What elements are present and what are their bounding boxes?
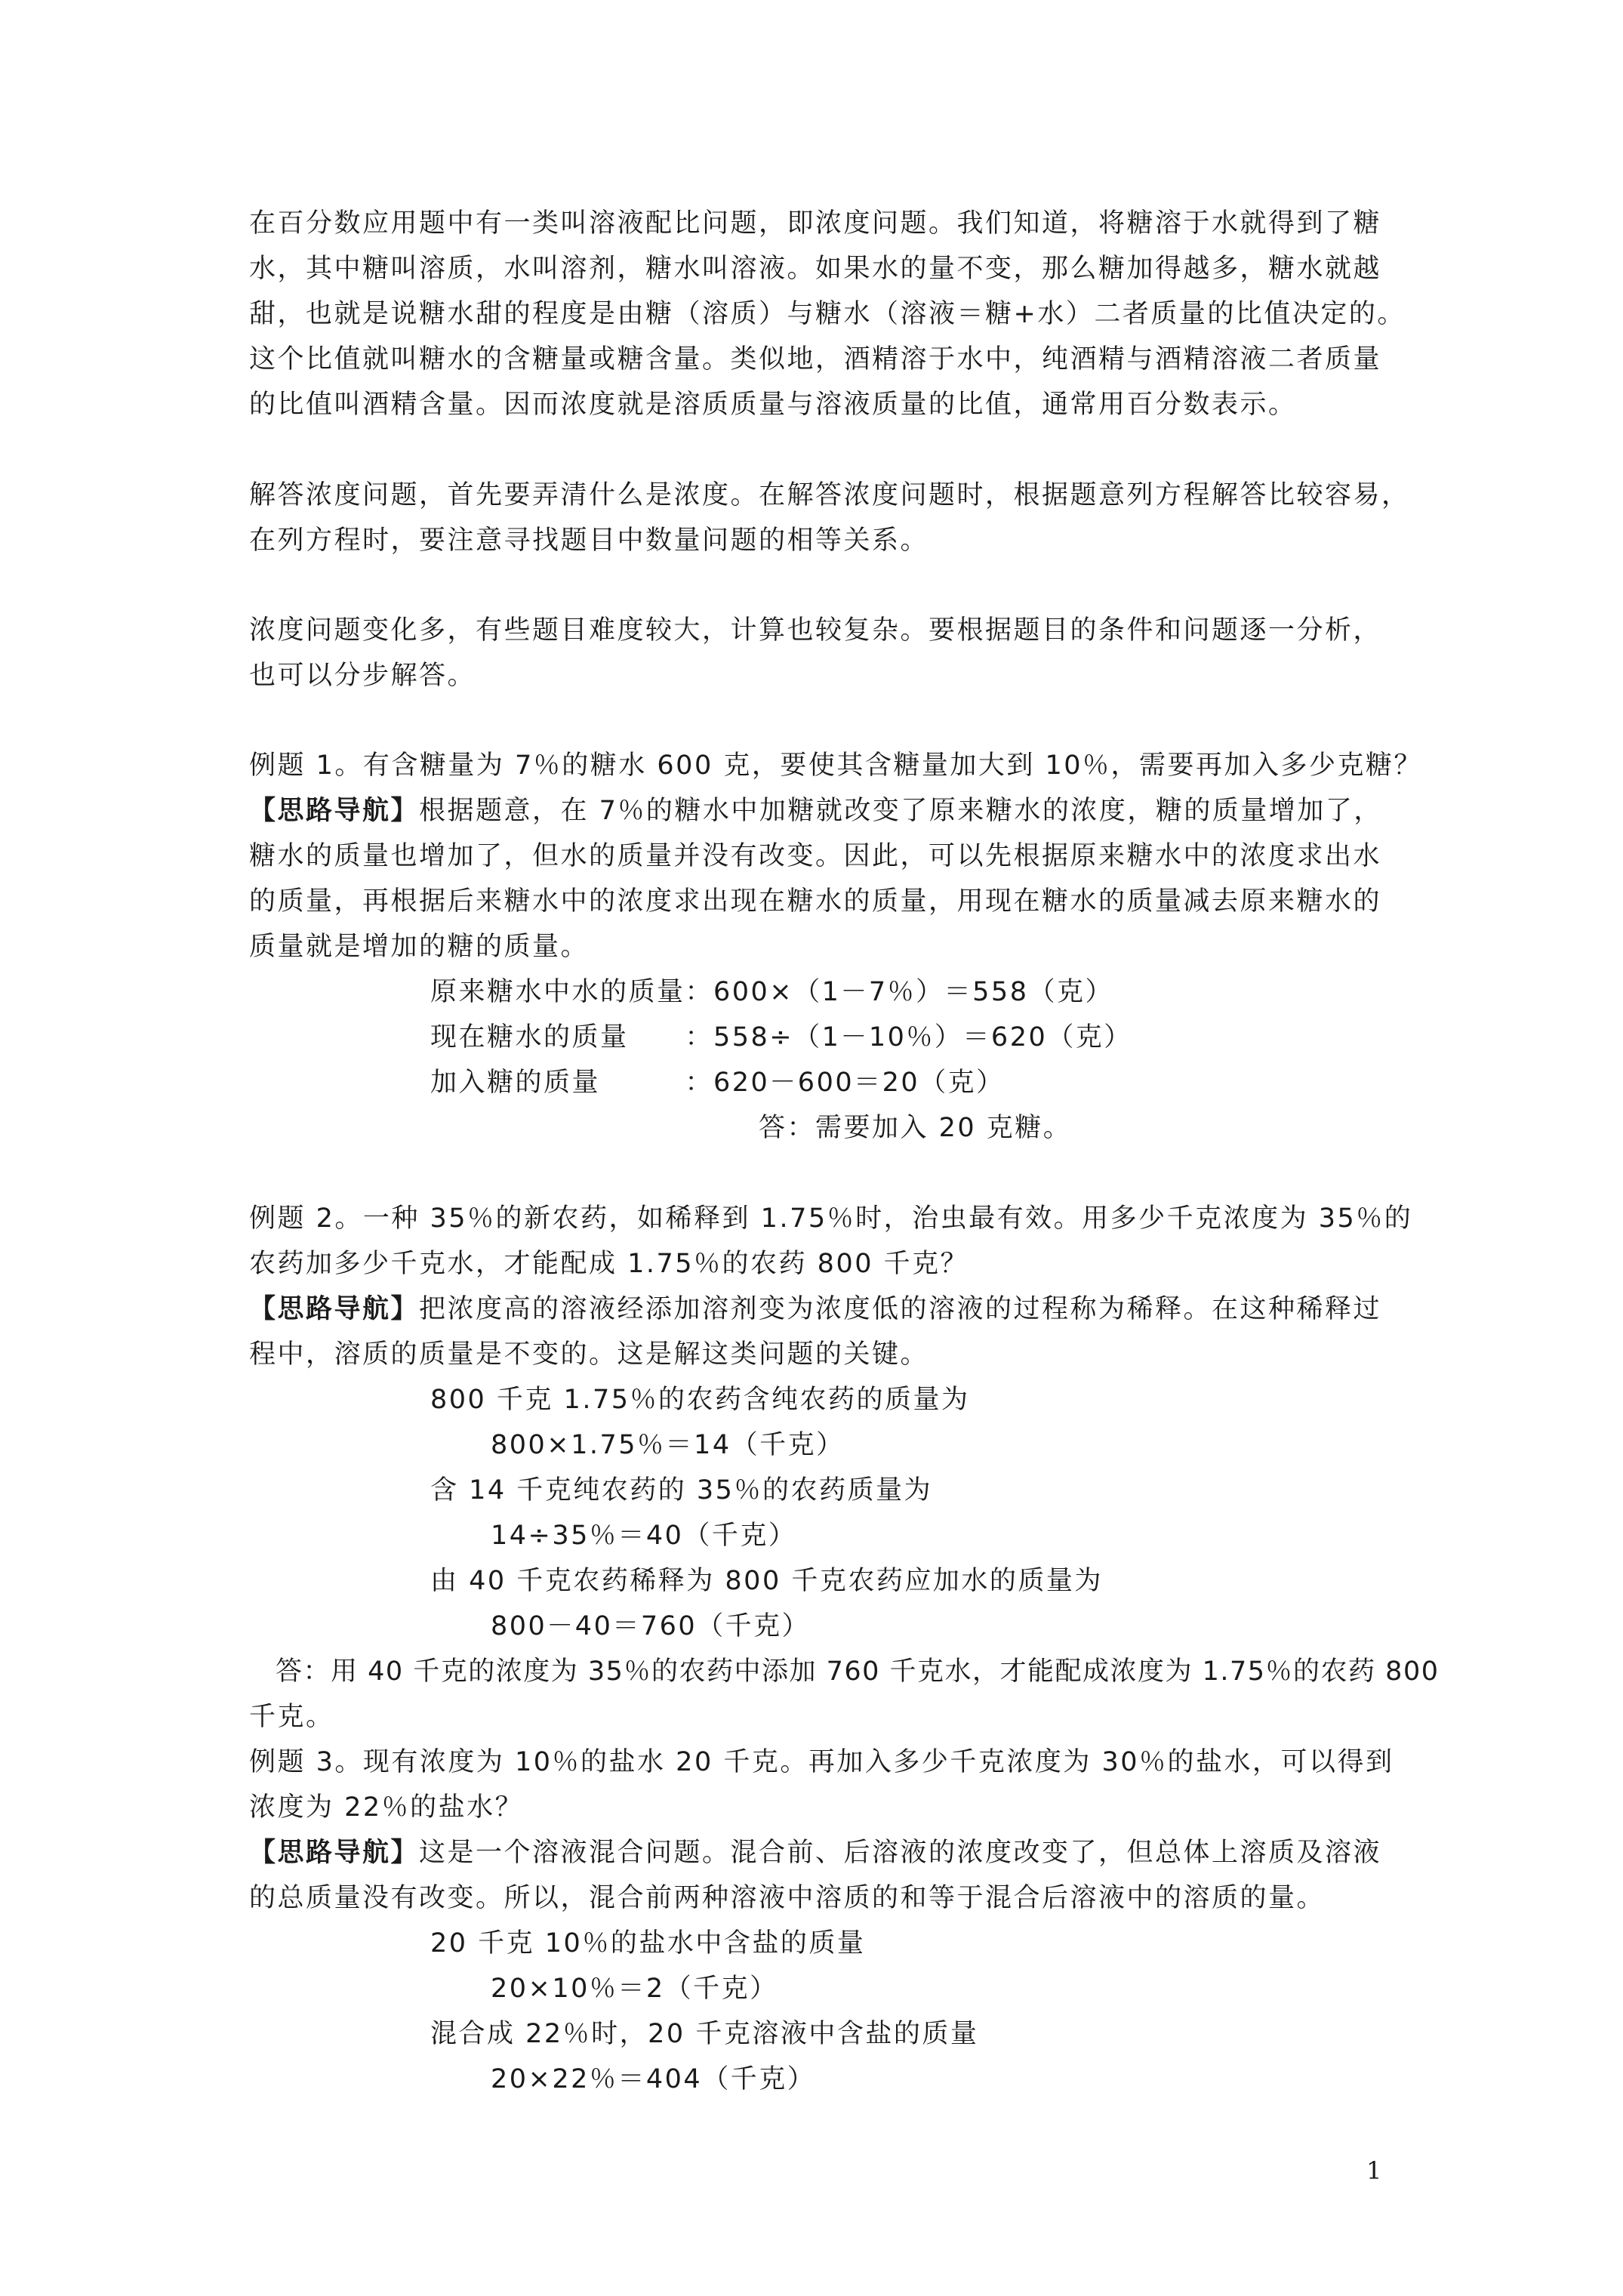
guide-text: 这是一个溶液混合问题。混合前、后溶液的浓度改变了，但总体上溶质及溶液 (419, 1838, 1382, 1868)
example1-guide-line: 的质量，再根据后来糖水中的浓度求出现在糖水的质量，用现在糖水的质量减去原来糖水的 (249, 886, 1382, 917)
example1-answer: 答：需要加入 20 克糖。 (759, 1113, 1072, 1143)
guide-label: 【思路导航】 (249, 1294, 420, 1324)
example3-step: 20×10％＝2（千克） (491, 1974, 778, 2004)
example3-step: 混合成 22％时，20 千克溶液中含盐的质量 (430, 2019, 979, 2049)
intro-line: 这个比值就叫糖水的含糖量或糖含量。类似地，酒精溶于水中，纯酒精与酒精溶液二者质量 (249, 344, 1382, 374)
example1-question: 例题 1。有含糖量为 7％的糖水 600 克，要使其含糖量加大到 10％，需要再加入多少克糖？ (249, 750, 1423, 781)
intro-line: 解答浓度问题，首先要弄清什么是浓度。在解答浓度问题时，根据题意列方程解答比较容易， (249, 480, 1410, 510)
example2-guide-line: 程中，溶质的质量是不变的。这是解这类问题的关键。 (249, 1339, 929, 1370)
example3-guide-line (249, 1835, 1381, 1871)
example2-answer: 千克。 (249, 1702, 334, 1732)
example2-step: 含 14 千克纯农药的 35％的农药质量为 (430, 1475, 932, 1505)
example3-step: 20 千克 10％的盐水中含盐的质量 (430, 1928, 866, 1959)
example3-step: 20×22％＝404（千克） (491, 2064, 816, 2094)
example3-question: 例题 3。现有浓度为 10％的盐水 20 千克。再加入多少千克浓度为 30％的盐水，可以得到 (249, 1747, 1394, 1777)
example1-step: 原来糖水中水的质量：600×（1－7％）＝558（克） (430, 977, 1113, 1007)
example2-step: 800－40＝760（千克） (491, 1611, 811, 1641)
guide-text: 根据题意，在 7％的糖水中加糖就改变了原来糖水的浓度，糖的质量增加了， (419, 796, 1382, 826)
example2-step: 14÷35％＝40（千克） (491, 1521, 797, 1551)
intro-line: 甜，也就是说糖水甜的程度是由糖（溶质）与糖水（溶液＝糖+水）二者质量的比值决定的。 (249, 299, 1406, 329)
example1-step: 现在糖水的质量 ：558÷（1－10％）＝620（克） (430, 1022, 1132, 1052)
example2-step: 800×1.75％＝14（千克） (491, 1430, 845, 1460)
example1-guide-line: 糖水的质量也增加了，但水的质量并没有改变。因此，可以先根据原来糖水中的浓度求出水 (249, 841, 1382, 871)
intro-line: 在列方程时，要注意寻找题目中数量问题的相等关系。 (249, 525, 929, 556)
intro-line: 浓度问题变化多，有些题目难度较大，计算也较复杂。要根据题目的条件和问题逐一分析， (249, 615, 1382, 646)
example2-step: 800 千克 1.75％的农药含纯农药的质量为 (430, 1385, 970, 1415)
page-number: 1 (1366, 2156, 1382, 2185)
intro-line: 在百分数应用题中有一类叫溶液配比问题，即浓度问题。我们知道，将糖溶于水就得到了糖 (249, 208, 1382, 239)
guide-label: 【思路导航】 (249, 796, 420, 826)
intro-line: 的比值叫酒精含量。因而浓度就是溶质质量与溶液质量的比值，通常用百分数表示。 (249, 390, 1297, 420)
example3-question: 浓度为 22％的盐水？ (249, 1792, 524, 1823)
guide-text: 把浓度高的溶液经添加溶剂变为浓度低的溶液的过程称为稀释。在这种稀释过 (419, 1294, 1382, 1324)
example2-answer: 答：用 40 千克的浓度为 35％的农药中添加 760 千克水，才能配成浓度为 1.75％的农药 800 (276, 1657, 1440, 1687)
example2-question: 农药加多少千克水，才能配成 1.75％的农药 800 千克？ (249, 1249, 969, 1279)
intro-line: 也可以分步解答。 (249, 661, 476, 691)
example2-step: 由 40 千克农药稀释为 800 千克农药应加水的质量为 (430, 1566, 1103, 1596)
intro-line: 水，其中糖叫溶质，水叫溶剂，糖水叫溶液。如果水的量不变，那么糖加得越多，糖水就越 (249, 254, 1382, 284)
example2-guide-line (249, 1291, 1381, 1327)
example1-step: 加入糖的质量 ：620－600＝20（克） (430, 1068, 1005, 1098)
guide-label: 【思路导航】 (249, 1838, 420, 1868)
example3-guide-line: 的总质量没有改变。所以，混合前两种溶液中溶质的和等于混合后溶液中的溶质的量。 (249, 1883, 1326, 1913)
example1-guide-line (249, 793, 1382, 829)
example1-guide-line: 质量就是增加的糖的质量。 (249, 932, 590, 962)
example2-question: 例题 2。一种 35％的新农药，如稀释到 1.75％时，治虫最有效。用多少千克浓度为 35％的 (249, 1203, 1413, 1234)
